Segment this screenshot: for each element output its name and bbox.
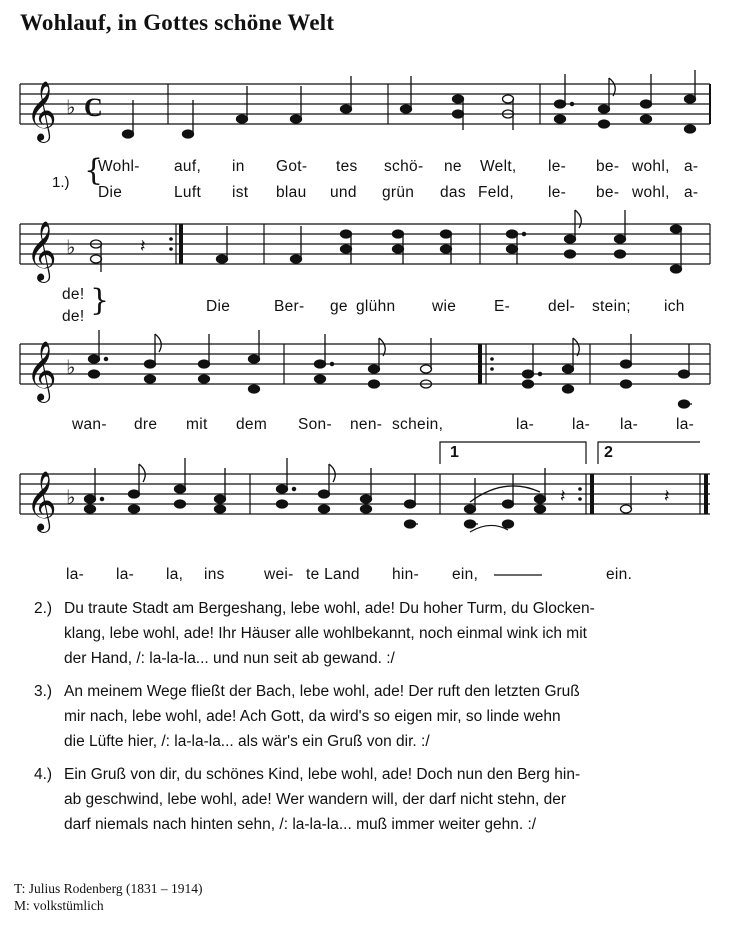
treble-clef-icon: 𝄞 xyxy=(26,221,57,281)
lyric: Welt, xyxy=(480,158,517,175)
lyric: ein. xyxy=(606,566,633,583)
lyric: das xyxy=(440,184,466,201)
verse-line: ab geschwind, lebe wohl, ade! Wer wandern will, der darf nicht stehn, der xyxy=(64,791,567,808)
lyric: glühn xyxy=(356,298,396,315)
lyric: wohl, xyxy=(632,158,670,175)
lyric: dre xyxy=(134,416,158,433)
verse-number: 2.) xyxy=(34,600,53,617)
lyric: la- xyxy=(116,566,135,583)
volta-1-label: 1 xyxy=(450,444,459,461)
lyric: grün xyxy=(382,184,415,201)
text-credit: T: Julius Rodenberg (1831 – 1914) xyxy=(14,881,203,896)
lyric: hin- xyxy=(392,566,420,583)
lyric: auf, xyxy=(174,158,202,175)
treble-clef-icon: 𝄞 xyxy=(26,471,57,531)
lyric-brace-close: } xyxy=(90,283,110,318)
verse-line: der Hand, /: la-la-la... und nun seit ab gewand. :/ xyxy=(64,650,395,667)
flat-sign: ♭ xyxy=(66,95,76,119)
staff-system-1 xyxy=(0,70,730,210)
melody-credit: M: volkstümlich xyxy=(14,898,104,913)
verse-number-1: 1.) xyxy=(52,174,70,191)
lyric: de! xyxy=(62,286,85,303)
lyric: wei- xyxy=(264,566,294,583)
flat-sign: ♭ xyxy=(66,355,76,379)
lyric: tes xyxy=(336,158,358,175)
lyric: ich xyxy=(664,298,685,315)
lyric: la- xyxy=(66,566,85,583)
lyric: Die xyxy=(206,298,231,315)
song-title: Wohlauf, in Gottes schöne Welt xyxy=(20,10,335,35)
lyric: la, xyxy=(166,566,184,583)
lyric: dem xyxy=(236,416,268,433)
lyric: la- xyxy=(676,416,695,433)
staff-system-3 xyxy=(0,330,730,440)
lyric: a- xyxy=(684,158,699,175)
treble-clef-icon: 𝄞 xyxy=(26,81,57,141)
lyric: be- xyxy=(596,158,620,175)
lyric: ge xyxy=(330,298,348,315)
staff-system-4 xyxy=(0,440,730,590)
verses-block xyxy=(34,596,714,845)
verse-line: darf niemals nach hinten sehn, /: la-la-la... muß immer weiter gehn. :/ xyxy=(64,816,537,833)
lyric: E- xyxy=(494,298,511,315)
lyric: del- xyxy=(548,298,576,315)
lyric: ist xyxy=(232,184,249,201)
verse-line: die Lüfte hier, /: la-la-la... als wär's ein Gruß von dir. :/ xyxy=(64,733,430,750)
lyric: wohl, xyxy=(632,184,670,201)
lyric: la- xyxy=(572,416,591,433)
lyric: ein, xyxy=(452,566,479,583)
verse-line: An meinem Wege fließt der Bach, lebe wohl, ade! Der ruft den letzten Gruß xyxy=(64,683,580,700)
lyric-brace: { xyxy=(84,153,104,188)
lyric: nen- xyxy=(350,416,383,433)
lyric: la- xyxy=(516,416,535,433)
lyric: Son- xyxy=(298,416,332,433)
lyric: te Land xyxy=(306,566,360,583)
lyric: le- xyxy=(548,184,567,201)
lyric: be- xyxy=(596,184,620,201)
lyric: Ber- xyxy=(274,298,305,315)
verse-line: Ein Gruß von dir, du schönes Kind, lebe wohl, ade! Doch nun den Berg hin- xyxy=(64,766,581,783)
lyric: und xyxy=(330,184,357,201)
lyric: Wohl- xyxy=(98,158,140,175)
svg-text:𝄽: 𝄽 xyxy=(664,486,670,507)
lyric: ins xyxy=(204,566,225,583)
flat-sign: ♭ xyxy=(66,485,76,509)
lyric: Die xyxy=(98,184,123,201)
lyric: wie xyxy=(432,298,457,315)
lyric: Luft xyxy=(174,184,202,201)
lyric: la- xyxy=(620,416,639,433)
lyric: Feld, xyxy=(478,184,514,201)
flat-sign: ♭ xyxy=(66,235,76,259)
verse-3 xyxy=(34,679,714,754)
verse-number: 4.) xyxy=(34,766,53,783)
treble-clef-icon: 𝄞 xyxy=(26,341,57,401)
lyric: ne xyxy=(444,158,462,175)
svg-text:𝄽: 𝄽 xyxy=(560,486,566,507)
lyric: in xyxy=(232,158,245,175)
lyric: blau xyxy=(276,184,307,201)
verse-line: klang, lebe wohl, ade! Ihr Häuser alle wohlbekannt, noch einmal wink ich mit xyxy=(64,625,587,642)
lyric: wan- xyxy=(72,416,107,433)
lyric: schein, xyxy=(392,416,444,433)
verse-line: Du traute Stadt am Bergeshang, lebe wohl, ade! Du hoher Turm, du Glocken- xyxy=(64,600,595,617)
verse-2 xyxy=(34,596,714,671)
staff-system-2 xyxy=(0,210,730,330)
lyric: a- xyxy=(684,184,699,201)
credits xyxy=(14,880,202,914)
volta-2-label: 2 xyxy=(604,444,613,461)
verse-4 xyxy=(34,762,714,837)
verse-number: 3.) xyxy=(34,683,53,700)
lyric: le- xyxy=(548,158,567,175)
lyric: Got- xyxy=(276,158,308,175)
svg-text:𝄽: 𝄽 xyxy=(140,236,146,257)
common-time-sign: C xyxy=(84,93,103,122)
verse-line: mir nach, lebe wohl, ade! Ach Gott, da wird's so eigen mir, so linde wehn xyxy=(64,708,561,725)
lyric: de! xyxy=(62,308,85,325)
lyric: stein; xyxy=(592,298,631,315)
lyric: schö- xyxy=(384,158,424,175)
lyric: mit xyxy=(186,416,208,433)
